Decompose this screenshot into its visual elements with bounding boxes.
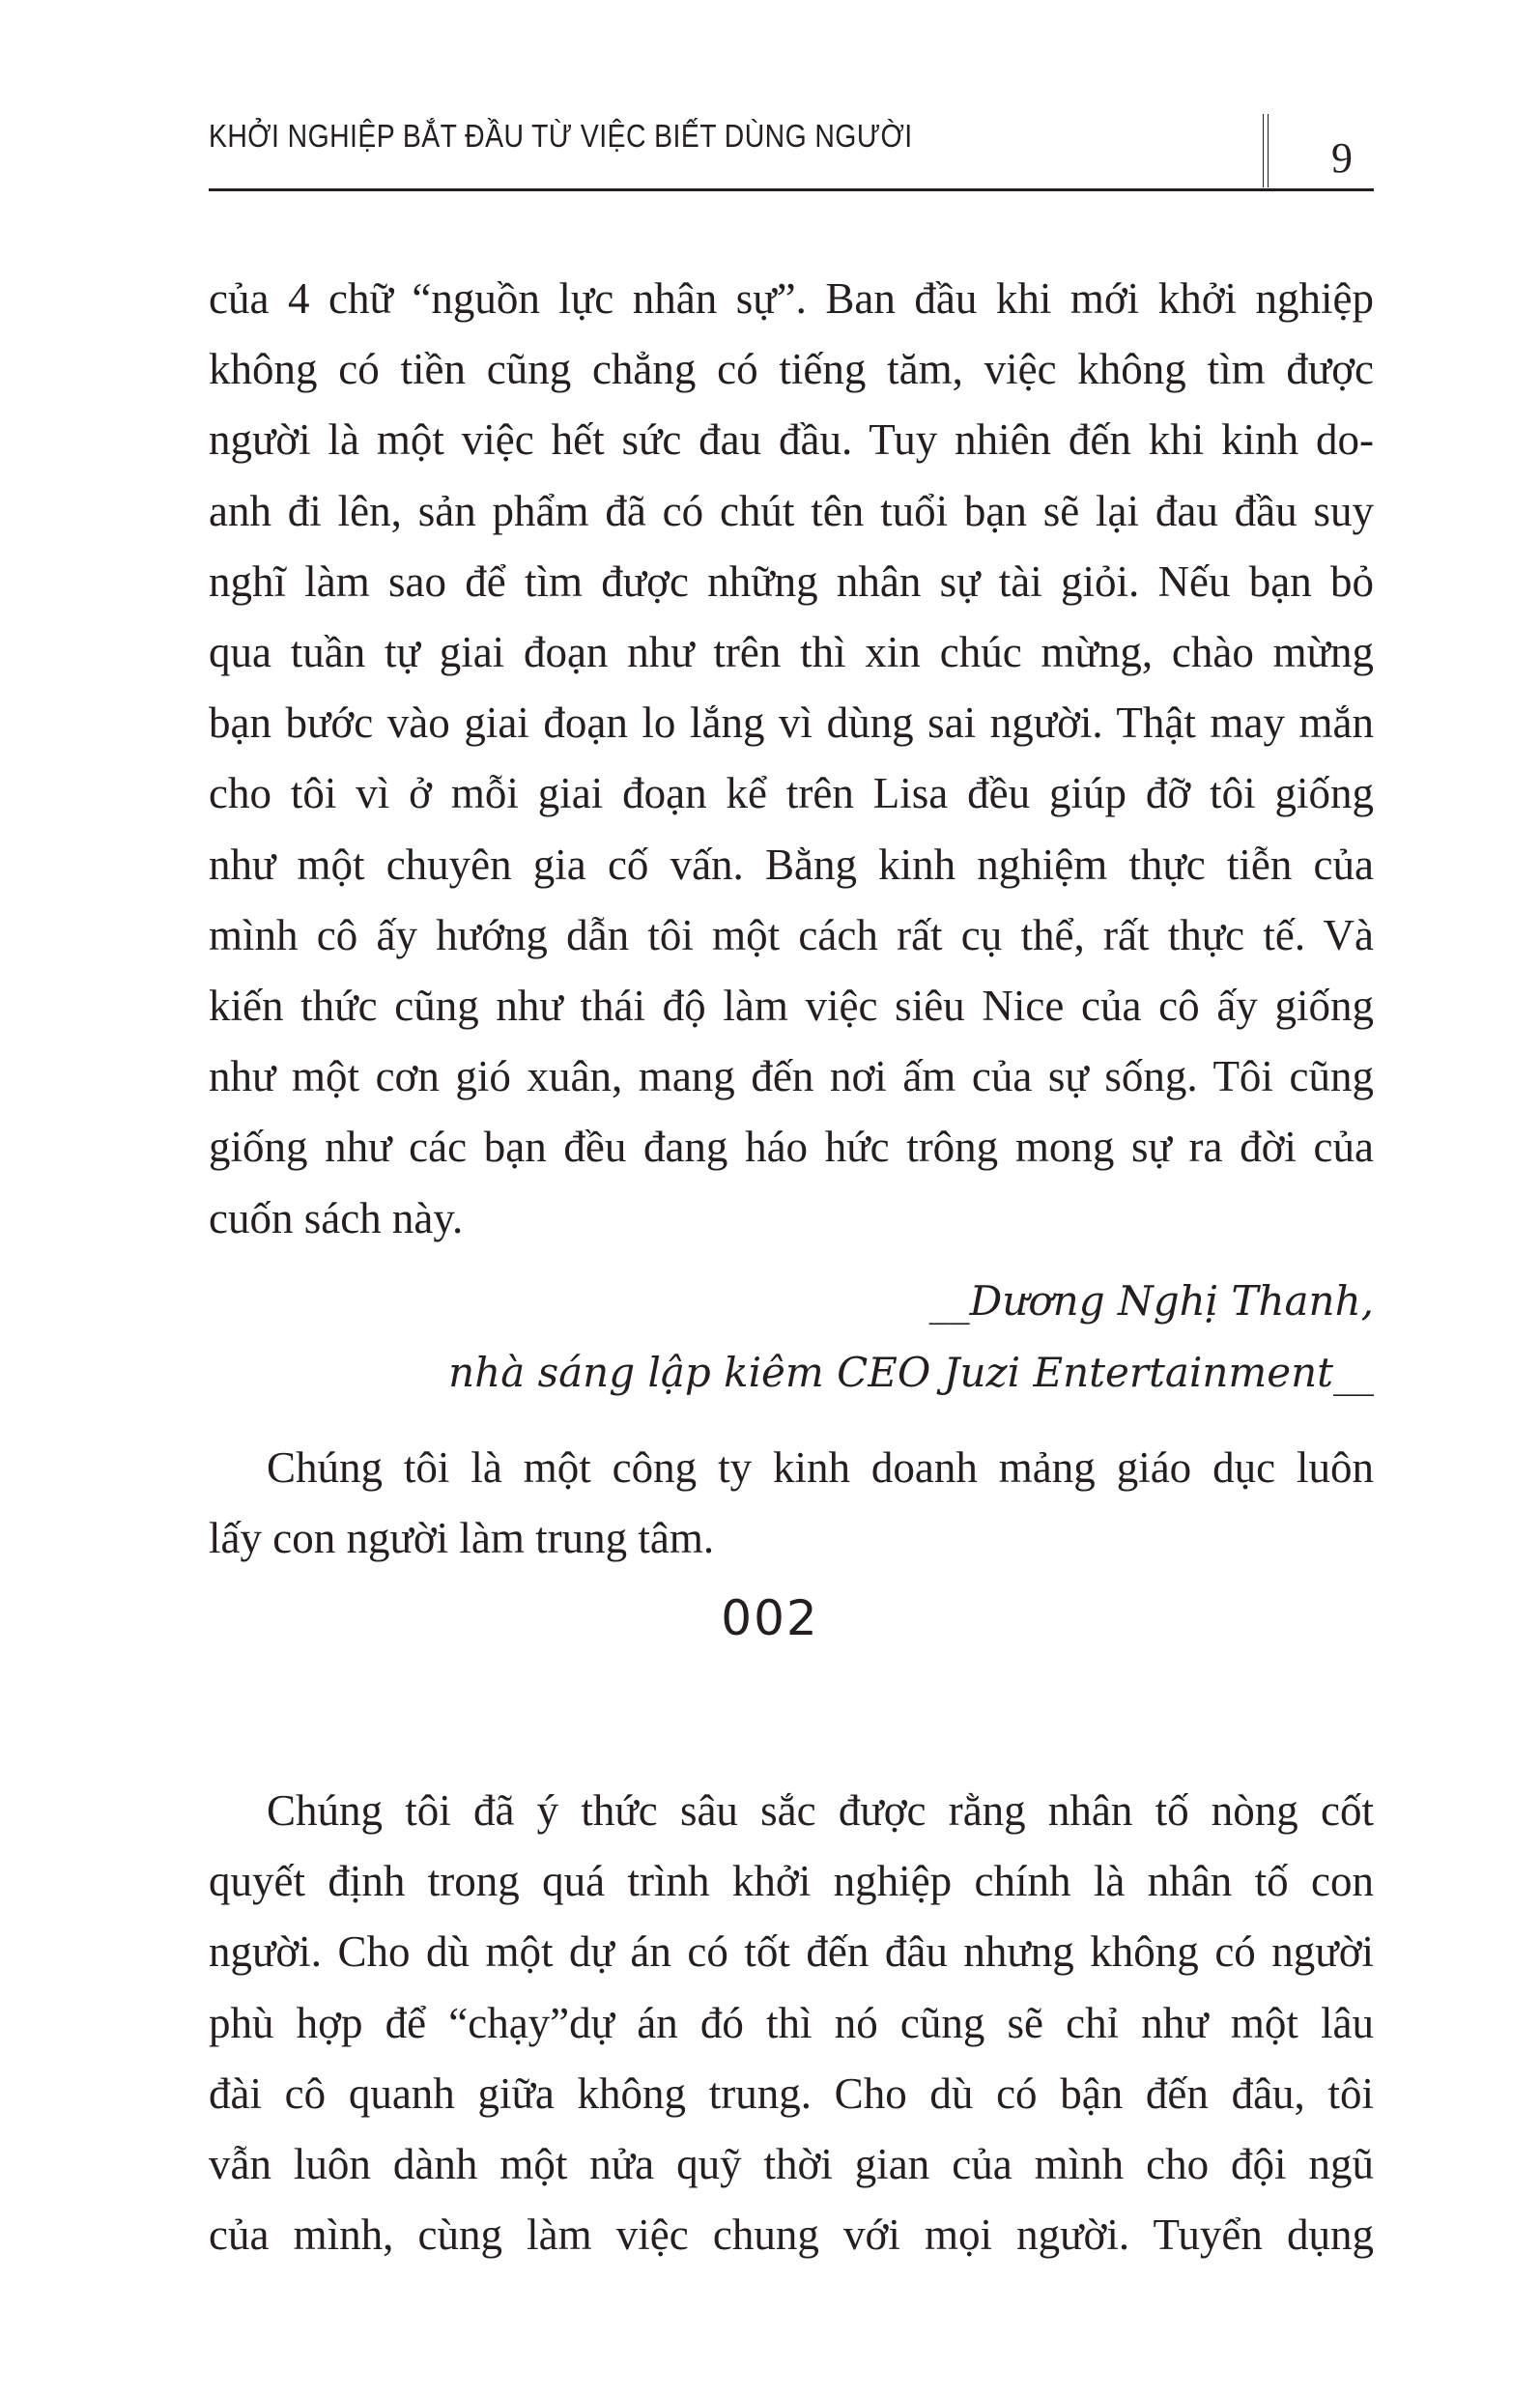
text-line: nghĩ làm sao để tìm được những nhân sự tài giỏi. Nếu bạn bỏ (209, 556, 1374, 606)
text-line: Chúng tôi đã ý thức sâu sắc được rằng nhân tố nòng cốt (267, 1786, 1374, 1835)
text-line: qua tuần tự giai đoạn như trên thì xin chúc mừng, chào mừng (209, 628, 1374, 677)
text-line: như một cơn gió xuân, mang đến nơi ấm của sự sống. Tôi cũng (209, 1052, 1374, 1101)
text-line: của 4 chữ “nguồn lực nhân sự”. Ban đầu khi mới khởi nghiệp (209, 274, 1374, 323)
page-number: 9 (1331, 134, 1353, 182)
text-line: đài cô quanh giữa không trung. Cho dù có bận đến đâu, tôi (209, 2068, 1374, 2118)
header-rule (209, 188, 1374, 191)
text-line: người. Cho dù một dự án có tốt đến đâu nhưng không có người (209, 1927, 1374, 1977)
text-line: cho tôi vì ở mỗi giai đoạn kể trên Lisa đều giúp đỡ tôi giống (209, 769, 1374, 818)
attribution (448, 1266, 1374, 1409)
text-line: giống như các bạn đều đang háo hức trông mong sự ra đời của (209, 1123, 1374, 1172)
text-line: phù hợp để “chạy”dự án đó thì nó cũng sẽ chỉ như một lâu (209, 1998, 1374, 2047)
text-line: không có tiền cũng chẳng có tiếng tăm, việc không tìm được (209, 345, 1374, 394)
text-line: như một chuyên gia cố vấn. Bằng kinh nghiệm thực tiễn của (209, 840, 1374, 889)
text-line: quyết định trong quá trình khởi nghiệp chính là nhân tố con (209, 1857, 1374, 1906)
text-line: vẫn luôn dành một nửa quỹ thời gian của mình cho đội ngũ (209, 2140, 1374, 2189)
paragraph-continuation (209, 264, 1374, 1254)
paragraph-section-002 (209, 1776, 1374, 2270)
attribution-name: __Dương Nghị Thanh, (928, 1277, 1374, 1325)
text-line: kiến thức cũng như thái độ làm việc siêu Nice của cô ấy giống (209, 982, 1374, 1031)
paragraph-company (209, 1433, 1374, 1574)
header-divider (1263, 114, 1269, 187)
text-line: người là một việc hết sức đau đầu. Tuy nhiên đến khi kinh do- (209, 415, 1374, 465)
text-line: của mình, cùng làm việc chung với mọi người. Tuyển dụng (209, 2211, 1374, 2260)
section-number: 002 (721, 1590, 819, 1646)
text-line: bạn bước vào giai đoạn lo lắng vì dùng sai người. Thật may mắn (209, 699, 1374, 748)
text-line: mình cô ấy hướng dẫn tôi một cách rất cụ thể, rất thực tế. Và (209, 910, 1374, 959)
text-line: anh đi lên, sản phẩm đã có chút tên tuổi bạn sẽ lại đau đầu suy (209, 486, 1374, 535)
text-line: cuốn sách này. (209, 1193, 464, 1242)
text-line: Chúng tôi là một công ty kinh doanh mảng giáo dục luôn (267, 1443, 1374, 1492)
attribution-title: nhà sáng lập kiêm CEO Juzi Entertainment__ (448, 1349, 1374, 1396)
text-line: lấy con người làm trung tâm. (209, 1514, 715, 1563)
running-title: KHỞI NGHIỆP BẮT ĐẦU TỪ VIỆC BIẾT DÙNG NGƯỜI (209, 118, 913, 154)
